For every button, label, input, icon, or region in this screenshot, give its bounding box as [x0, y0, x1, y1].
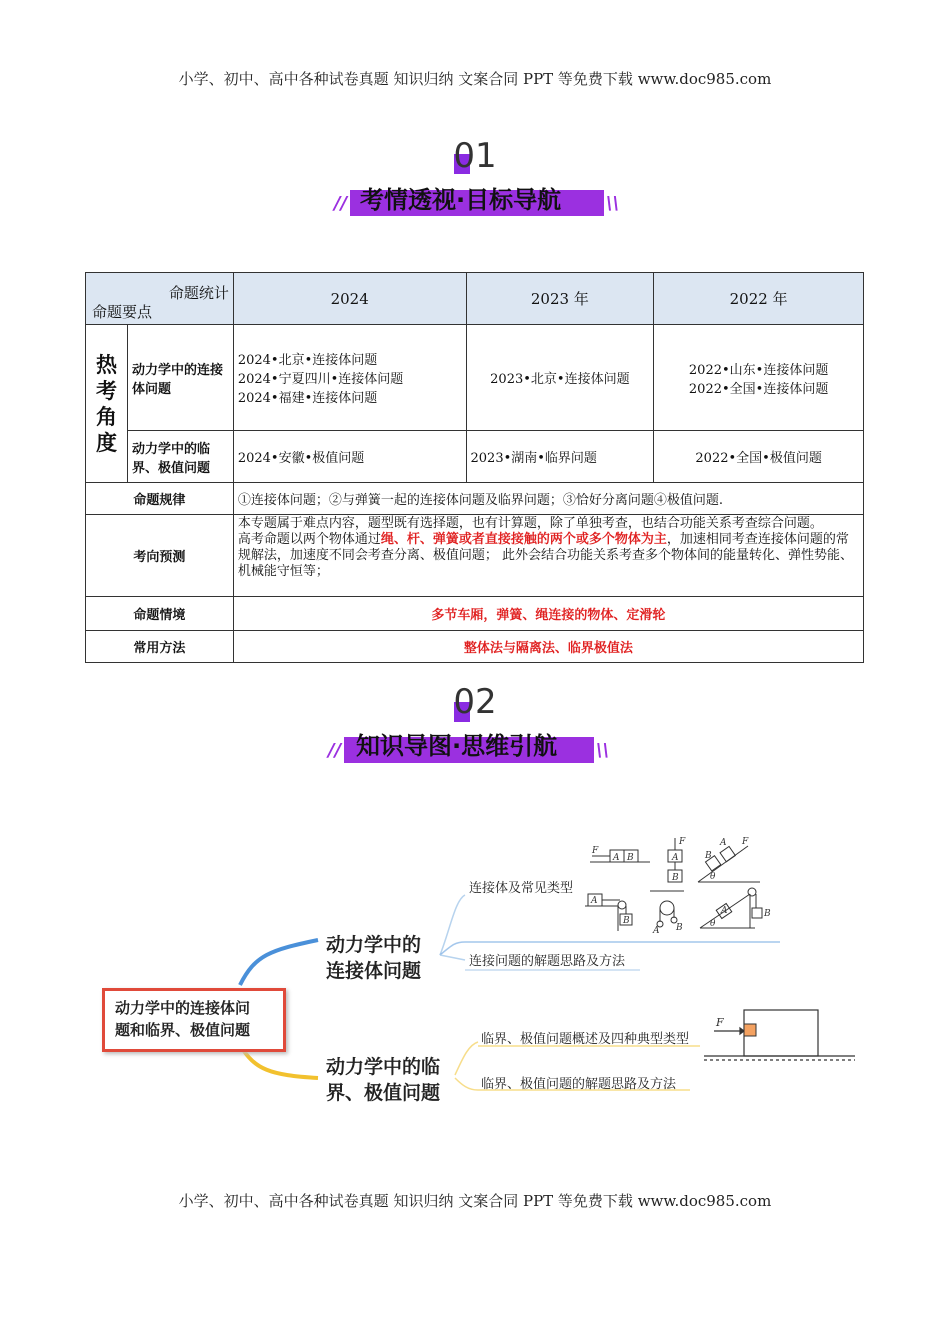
- label-f: F: [742, 837, 749, 847]
- table-row: [86, 325, 864, 431]
- leaf-critical-method: 临界、极值问题的解题思路及方法: [481, 1077, 677, 1092]
- label-b: B: [623, 916, 630, 926]
- leaf-connected-types: 连接体及常见类型: [469, 881, 574, 896]
- block-b: [752, 908, 762, 918]
- predict-label: 考向预测: [86, 515, 234, 597]
- cell-2023-critical: [466, 431, 654, 483]
- section2-title: 知识导图·思维引航: [356, 732, 558, 760]
- scene-label: 命题情境: [86, 597, 234, 631]
- list-item: 2024•福建•连接体问题: [237, 391, 378, 406]
- branch2-line2: 界、极值问题: [326, 1082, 441, 1104]
- list-item: 2023•湖南•临界问题: [470, 451, 597, 466]
- label-b: B: [705, 851, 712, 861]
- hot-topic-critical: 动力学中的临界、极值问题: [127, 431, 233, 483]
- label-b: B: [764, 909, 771, 919]
- banner-decoration-left: //: [334, 193, 348, 214]
- rule-label: 命题规律: [86, 483, 234, 515]
- list-item: 2022•全国•极值问题: [695, 451, 822, 466]
- label-a: A: [720, 838, 727, 848]
- predict-paragraph-2a: 高考命题以两个物体通过: [237, 532, 381, 547]
- table-row: [86, 597, 864, 631]
- branch-critical-extreme: [326, 1054, 440, 1106]
- list-item: 2022•山东•连接体问题: [688, 362, 829, 378]
- leaf-line: [440, 955, 465, 960]
- mindmap-root-node: [102, 988, 286, 1052]
- branch1-line2: 连接体问题: [326, 960, 422, 982]
- year-header-2023: 2023 年: [466, 273, 654, 325]
- label-b: B: [627, 853, 634, 863]
- label-b: B: [676, 923, 683, 933]
- table-row: [86, 631, 864, 663]
- section1-number: 01: [453, 136, 497, 176]
- branch1-line1: 动力学中的: [326, 934, 422, 956]
- banner-decoration-right: \\: [606, 193, 620, 214]
- cell-2023-connected: [466, 325, 654, 431]
- block-a: [720, 846, 735, 861]
- corner-top-label: 命题统计: [168, 284, 229, 302]
- list-item: 2022•全国•连接体问题: [688, 381, 829, 397]
- table-row: [86, 483, 864, 515]
- label-f: F: [716, 1016, 724, 1029]
- root-label: [105, 991, 283, 1041]
- table-header-row: [86, 273, 864, 325]
- hot-topic-connected: 动力学中的连接体问题: [127, 325, 233, 431]
- page-header: 小学、初中、高中各种试卷真题 知识归纳 文案合同 PPT 等免费下载 www.doc985.com: [178, 70, 772, 88]
- label-a: A: [721, 906, 728, 916]
- section2-number: 02: [453, 682, 497, 722]
- leaf-line: [455, 1042, 478, 1075]
- label-f: F: [592, 846, 599, 856]
- list-item: 2023•北京•连接体问题: [490, 372, 630, 387]
- label-theta: θ: [710, 872, 716, 882]
- branch-connected-body: [326, 932, 421, 984]
- method-text: 整体法与隔离法、临界极值法: [233, 631, 863, 663]
- cell-2024-critical: [233, 431, 466, 483]
- root-label-line2: 题和临界、极值问题: [115, 1021, 251, 1039]
- label-a: A: [653, 926, 660, 936]
- table-row: [86, 515, 864, 597]
- banner-decoration-left: //: [328, 740, 342, 761]
- root-label-line1: 动力学中的连接体问: [115, 999, 251, 1017]
- predict-highlight: 绳、杆、弹簧或者直接接触的两个或多个物体为主: [380, 532, 667, 547]
- mindmap-connectors: [0, 820, 950, 1120]
- predict-paragraph-2b: ，加速相同考查连接体问题的常规解法，加速度不同会考查分离、极值问题； 此外会结合功能关系考查多个物体间的能量转化、弹性势能、机械能守恒等；: [237, 532, 853, 579]
- exam-analysis-table: [85, 272, 864, 663]
- label-theta: θ: [710, 919, 716, 929]
- rule-text: ①连接体问题；②与弹簧一起的连接体问题及临界问题；③恰好分离问题④极值问题.: [233, 483, 863, 515]
- corner-bottom-label: 命题要点: [92, 303, 153, 321]
- table-corner-cell: [86, 273, 234, 325]
- cell-2022-connected: [654, 325, 864, 431]
- branch2-line1: 动力学中的临: [326, 1056, 441, 1078]
- critical-problem-figure: [700, 1006, 860, 1070]
- list-item: 2024•宁夏四川•连接体问题: [237, 372, 404, 387]
- method-label: 常用方法: [86, 631, 234, 663]
- predict-paragraph-1: 本专题属于难点内容，题型既有选择题，也有计算题，除了单独考查，也结合功能关系考查综合问题。: [237, 516, 823, 531]
- predict-text: [233, 515, 863, 597]
- hot-angle-label: 热考角度: [86, 325, 128, 483]
- section1-title: 考情透视·目标导航: [360, 186, 562, 214]
- table-row: [86, 431, 864, 483]
- small-block: [744, 1024, 756, 1036]
- list-item: 2024•安徽•极值问题: [237, 451, 365, 466]
- year-header-2022: 2022 年: [654, 273, 864, 325]
- pulley: [660, 901, 674, 915]
- cell-2022-critical: [654, 431, 864, 483]
- label-a: A: [591, 896, 598, 906]
- label-a: A: [613, 853, 620, 863]
- label-f: F: [679, 837, 686, 847]
- table-edge: [585, 906, 618, 931]
- list-item: 2024•北京•连接体问题: [237, 353, 378, 368]
- pulley: [748, 888, 756, 896]
- label-b: B: [672, 873, 679, 883]
- pulley: [618, 901, 626, 909]
- page-footer: 小学、初中、高中各种试卷真题 知识归纳 文案合同 PPT 等免费下载 www.doc985.com: [178, 1192, 772, 1210]
- banner-decoration-right: \\: [596, 740, 610, 761]
- cell-2024-connected: [233, 325, 466, 431]
- leaf-connected-method: 连接问题的解题思路及方法: [469, 954, 626, 969]
- year-header-2024: 2024: [233, 273, 466, 325]
- scene-text: 多节车厢，弹簧、绳连接的物体、定滑轮: [233, 597, 863, 631]
- connector-blue: [240, 940, 318, 985]
- label-a: A: [672, 853, 679, 863]
- connected-body-figures: [580, 836, 780, 936]
- leaf-critical-types: 临界、极值问题概述及四种典型类型: [481, 1032, 690, 1047]
